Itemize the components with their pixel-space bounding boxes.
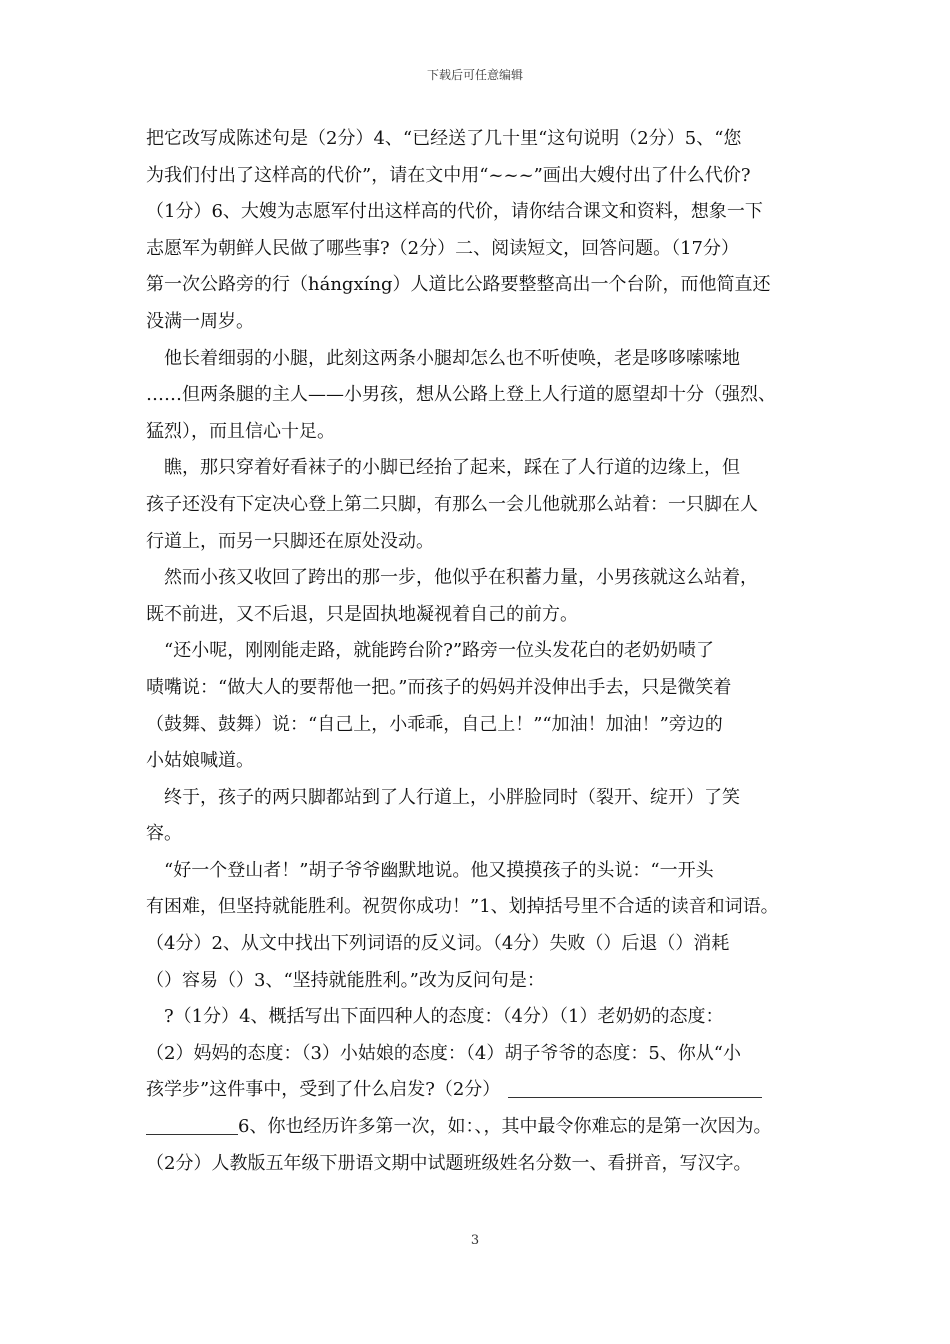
text-line: 为我们付出了这样高的代价”，请在文中用“~~~”画出大嫂付出了什么代价? bbox=[146, 164, 751, 186]
page-header: 下载后可任意编辑 bbox=[426, 68, 523, 82]
text-line: 志愿军为朝鲜人民做了哪些事?（2分）二、阅读短文，回答问题。（17分） bbox=[146, 237, 740, 259]
text-line: ……但两条腿的主人——小男孩，想从公路上登上人行道的愿望却十分（强烈、 bbox=[146, 384, 776, 406]
answer-blank bbox=[508, 1096, 762, 1098]
text-line: 终于，孩子的两只脚都站到了人行道上，小胖脸同时（裂开、绽开）了笑 bbox=[164, 786, 740, 808]
text-line: 猛烈），而且信心十足。 bbox=[146, 420, 335, 442]
text-line: 啧嘴说：“做大人的要帮他一把。”而孩子的妈妈并没伸出手去，只是微笑着 bbox=[146, 676, 732, 698]
text-line: 孩子还没有下定决心登上第二只脚，有那么一会儿他就那么站着：一只脚在人 bbox=[146, 493, 758, 515]
text-line: 没满一周岁。 bbox=[146, 310, 254, 332]
text-line bbox=[146, 1072, 810, 1109]
text-line: （1分）6、大嫂为志愿军付出这样高的代价，请你结合课文和资料，想象一下 bbox=[146, 201, 763, 223]
text-line: 小姑娘喊道。 bbox=[146, 750, 254, 772]
text-line: 容。 bbox=[146, 823, 182, 845]
text-line-content: 6、你也经历许多第一次，如：、，其中最令你难忘的是第一次因为。 bbox=[238, 1116, 772, 1138]
text-line: 瞧，那只穿着好看袜子的小脚已经抬了起来，踩在了人行道的边缘上，但 bbox=[164, 457, 740, 479]
text-line: （2）妈妈的态度：（3）小姑娘的态度：（4）胡子爷爷的态度：5、你从“小 bbox=[146, 1042, 742, 1064]
text-line: 第一次公路旁的行（hángxíng）人道比公路要整整高出一个台阶，而他简直还 bbox=[146, 274, 771, 296]
text-line: 他长着细弱的小腿，此刻这两条小腿却怎么也不听使唤，老是哆哆嗦嗦地 bbox=[164, 347, 740, 369]
document-body bbox=[146, 121, 810, 1182]
answer-blank bbox=[146, 1133, 238, 1135]
page-number: 3 bbox=[470, 1233, 480, 1248]
text-line: 然而小孩又收回了跨出的那一步，他似乎在积蓄力量，小男孩就这么站着， bbox=[164, 567, 758, 589]
text-line: 把它改写成陈述句是（2分）4、“已经送了几十里“这句说明（2分）5、“您 bbox=[146, 128, 742, 149]
text-line: 行道上，而另一只脚还在原处没动。 bbox=[146, 530, 434, 552]
text-line: （4分）2、从文中找出下列词语的反义词。（4分）失败（）后退（）消耗 bbox=[146, 933, 730, 955]
text-line: 有困难，但坚持就能胜利。祝贺你成功！”1、划掉括号里不合适的读音和词语。 bbox=[146, 896, 779, 918]
text-line-content: 孩学步”这件事中，受到了什么启发?（2分） bbox=[146, 1079, 501, 1101]
text-line bbox=[146, 1109, 810, 1146]
text-line: ?（1分）4、概括写出下面四种人的态度：（4分）（1）老奶奶的态度： bbox=[164, 1006, 724, 1028]
text-line: 既不前进，又不后退，只是固执地凝视着自己的前方。 bbox=[146, 603, 578, 625]
text-line: （鼓舞、鼓舞）说：“自己上，小乖乖，自己上！”“加油！加油！”旁边的 bbox=[146, 713, 723, 735]
text-line: （2分）人教版五年级下册语文期中试题班级姓名分数一、看拼音，写汉字。 bbox=[146, 1152, 752, 1174]
text-line: “还小呢，刚刚能走路，就能跨台阶?”路旁一位头发花白的老奶奶啧了 bbox=[164, 640, 715, 662]
text-line: “好一个登山者！”胡子爷爷幽默地说。他又摸摸孩子的头说：“一开头 bbox=[164, 859, 714, 881]
text-line: （）容易（）3、“坚持就能胜利。”改为反问句是： bbox=[146, 969, 545, 991]
